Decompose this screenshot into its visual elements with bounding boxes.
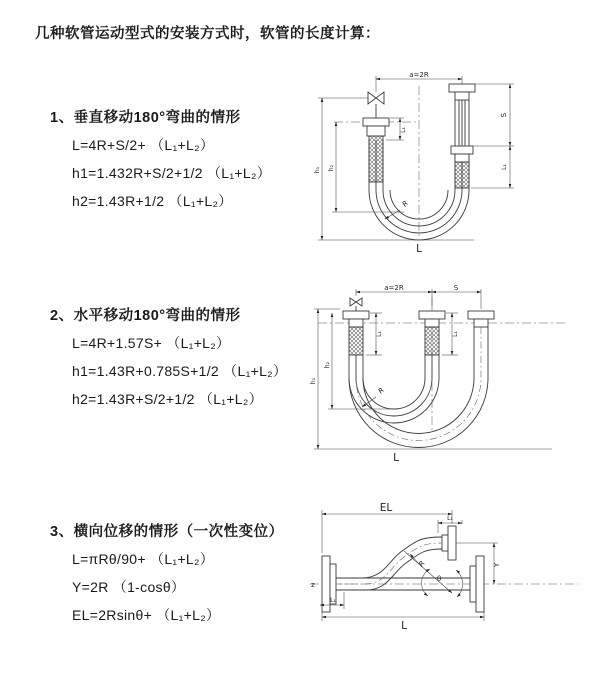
formula-h1: h1=1.432R+S/2+1/2 （L₁+L₂） bbox=[72, 165, 272, 181]
dim-label-l1-right: L₁ bbox=[501, 164, 508, 170]
section-lateral-displacement bbox=[50, 520, 284, 625]
section-2-heading: 2、水平移动180°弯曲的情形 bbox=[50, 308, 241, 324]
dim-label-h1: h₁ bbox=[310, 377, 317, 385]
valve-icon bbox=[350, 298, 356, 306]
radius-label: R bbox=[417, 559, 427, 569]
dim-label-l1-left: L₁ bbox=[400, 127, 407, 133]
formula-el: EL=2Rsinθ+ （L₁+L₂） bbox=[72, 607, 221, 623]
dim-label-l1-a: L₁ bbox=[376, 331, 383, 337]
dim-label-a2r: a=2R bbox=[384, 284, 404, 292]
diagram-vertical-180 bbox=[312, 70, 562, 260]
diagram-lateral-displacement bbox=[306, 493, 598, 641]
valve-icon bbox=[376, 92, 384, 104]
braided-hose-section bbox=[455, 162, 469, 188]
page-title: 几种软管运动型式的安装方式时，软管的长度计算： bbox=[35, 26, 380, 42]
formula-h2: h2=1.43R+1/2 （L₁+L₂） bbox=[72, 193, 233, 209]
left-fitting bbox=[363, 92, 389, 182]
section-horizontal-180 bbox=[50, 304, 287, 409]
dim-label-l: L bbox=[401, 620, 407, 632]
hose-original-position bbox=[336, 556, 484, 612]
formula-y: Y=2R （1-cosθ） bbox=[72, 579, 186, 595]
braided-hose-section bbox=[425, 327, 439, 355]
formula-h2: h2=1.43R+S/2+1/2 （L₁+L₂） bbox=[72, 391, 263, 407]
middle-fitting bbox=[419, 311, 445, 355]
valve-icon bbox=[368, 92, 376, 104]
dim-label-l: L bbox=[416, 243, 422, 255]
dim-label-y: Y bbox=[493, 562, 501, 568]
centerline-z-mark: z bbox=[311, 581, 315, 589]
dim-label-s: S bbox=[453, 284, 459, 292]
section-vertical-180 bbox=[50, 106, 271, 211]
right-fitting bbox=[468, 311, 494, 327]
left-fitting bbox=[343, 298, 369, 355]
dimension-lines bbox=[314, 71, 514, 255]
radius-label: R bbox=[376, 386, 386, 396]
section-1-heading: 1、垂直移动180°弯曲的情形 bbox=[50, 110, 241, 126]
dim-label-l1-b: L₁ bbox=[452, 331, 459, 337]
dim-label-el: EL bbox=[379, 502, 393, 514]
formula-l: L=4R+S/2+ （L₁+L₂） bbox=[72, 137, 215, 153]
formula-h1: h1=1.43R+0.785S+1/2 （L₁+L₂） bbox=[72, 363, 288, 379]
dim-label-h1: h₁ bbox=[314, 166, 321, 174]
braided-hose-section bbox=[369, 136, 383, 182]
formula-l: L=πRθ/90+ （L₁+L₂） bbox=[72, 551, 215, 567]
dim-label-s: S bbox=[500, 112, 508, 118]
dim-label-l1-left: L₁ bbox=[330, 597, 336, 604]
hose-position-2 bbox=[349, 327, 488, 448]
braided-hose-section bbox=[349, 327, 363, 355]
dim-label-h2: h₂ bbox=[324, 361, 331, 369]
section-3-heading: 3、横向位移的情形（一次性变位） bbox=[50, 524, 284, 540]
diagram-horizontal-180 bbox=[306, 283, 598, 465]
hose-position-1 bbox=[349, 355, 439, 423]
dim-label-h2: h₂ bbox=[328, 164, 335, 172]
dim-label-l1-top: L₁ bbox=[447, 515, 453, 522]
theta-label: θ bbox=[437, 575, 442, 583]
valve-icon bbox=[356, 298, 362, 306]
dim-label-l: L bbox=[393, 452, 399, 464]
dim-label-a2r: a=2R bbox=[409, 71, 429, 79]
formula-l: L=4R+1.57S+ （L₁+L₂） bbox=[72, 335, 231, 351]
radius-label: R bbox=[400, 199, 410, 209]
